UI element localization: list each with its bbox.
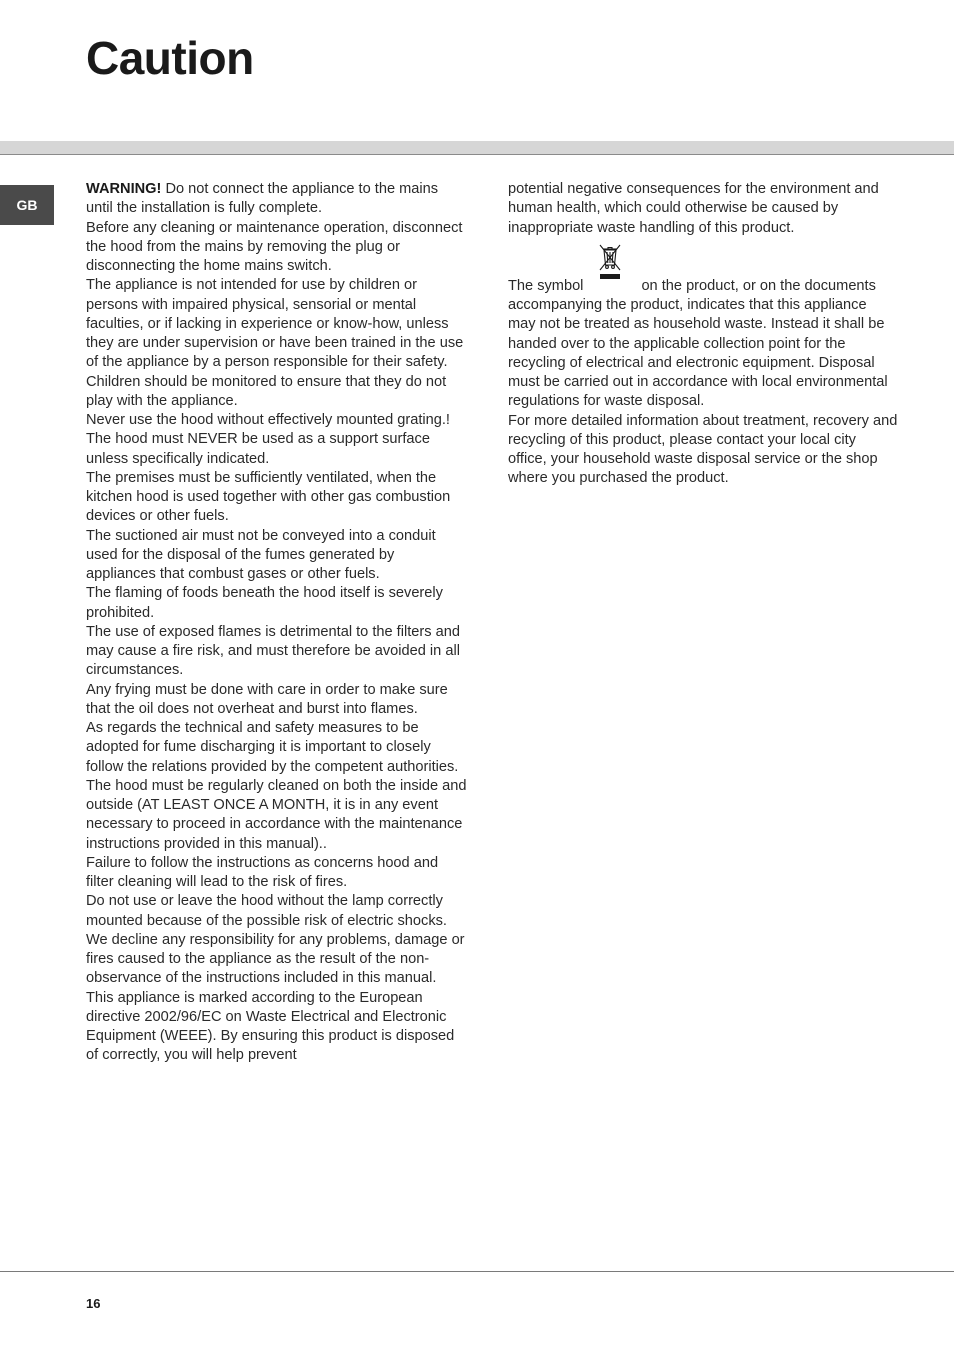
caution-paragraph: We decline any responsibility for any problems, damage or fires caused to the appliance as the result of the non-observance of the instructions included in this manual. <box>86 931 465 987</box>
symbol-paragraph <box>508 257 898 412</box>
more-info-paragraph: For more detailed information about treatment, recovery and recycling of this product, please contact your local city office, your household waste disposal service or the shop where you purchased the product. <box>508 412 898 487</box>
page-title: Caution <box>86 32 254 84</box>
caution-paragraph: The premises must be sufficiently ventilated, when the kitchen hood is used together with other gas combustion devices or other fuels. <box>86 469 451 525</box>
warning-text: Do not connect the appliance to the mains until the installation is fully complete. <box>86 181 439 217</box>
caution-paragraph: The appliance is not intended for use by children or persons with impaired physical, sensorial or mental faculties, or if lacking in experience or know-how, unless they are under supervision or have been trained in the use of the appliance by a person responsible for their safety. <box>86 277 464 371</box>
weee-continuation: potential negative consequences for the environment and human health, which could otherwise be caused by inappropriate waste handling of this product. <box>508 181 879 236</box>
footer-rule <box>0 1271 954 1272</box>
header-band <box>0 141 954 155</box>
caution-paragraph: Failure to follow the instructions as concerns hood and filter cleaning will lead to the risk of fires. <box>86 854 439 890</box>
weee-paragraph: This appliance is marked according to the European directive 2002/96/EC on Waste Electrical and Electronic Equipment (WEEE). By ensuring this product is disposed of correctly, you will help prevent <box>86 989 455 1064</box>
caution-paragraph: The hood must be regularly cleaned on both the inside and outside (AT LEAST ONCE A MONTH, it is in any event necessary to proceed in accordance with the maintenance instructions provided in this manual).. <box>86 777 467 852</box>
caution-paragraph: Never use the hood without effectively mounted grating.! <box>86 412 450 428</box>
warning-label: WARNING! <box>86 181 162 197</box>
right-column <box>508 180 898 489</box>
caution-paragraph: The suctioned air must not be conveyed into a conduit used for the disposal of the fumes generated by appliances that combust gases or other fuels. <box>86 527 436 582</box>
caution-paragraph: The flaming of foods beneath the hood itself is severely prohibited. <box>86 585 443 621</box>
caution-paragraph: The hood must NEVER be used as a support surface unless specifically indicated. <box>86 431 430 467</box>
symbol-suffix: on the product, or on the documents accompanying the product, indicates that this appliance may not be treated as household waste. Instead it shall be handed over to the applicable collection point for the recycling of electrical and electronic equipment. Disposal must be carried out in accordance with local environmental regulations for waste disposal. <box>508 277 888 410</box>
left-column <box>86 180 468 1066</box>
caution-paragraph: As regards the technical and safety measures to be adopted for fume discharging it is important to closely follow the relations provided by the competent authorities. <box>86 720 459 775</box>
caution-paragraph: The use of exposed flames is detrimental to the filters and may cause a fire risk, and must therefore be avoided in all circumstances. <box>86 623 460 679</box>
caution-paragraph: Children should be monitored to ensure that they do not play with the appliance. <box>86 373 447 409</box>
page-number: 16 <box>86 1296 101 1311</box>
language-tab-label: GB <box>16 197 38 213</box>
caution-paragraph: Before any cleaning or maintenance operation, disconnect the hood from the mains by removing the plug or disconnecting the home mains switch. <box>86 219 463 274</box>
symbol-prefix: The symbol <box>508 277 584 294</box>
crossed-out-wheelie-bin-icon <box>597 243 623 281</box>
caution-paragraph: Any frying must be done with care in order to make sure that the oil does not overheat and burst into flames. <box>86 681 448 717</box>
language-tab <box>0 185 54 225</box>
caution-paragraph: Do not use or leave the hood without the lamp correctly mounted because of the possible risk of electric shocks. <box>86 893 447 929</box>
warning-paragraph <box>86 180 468 219</box>
